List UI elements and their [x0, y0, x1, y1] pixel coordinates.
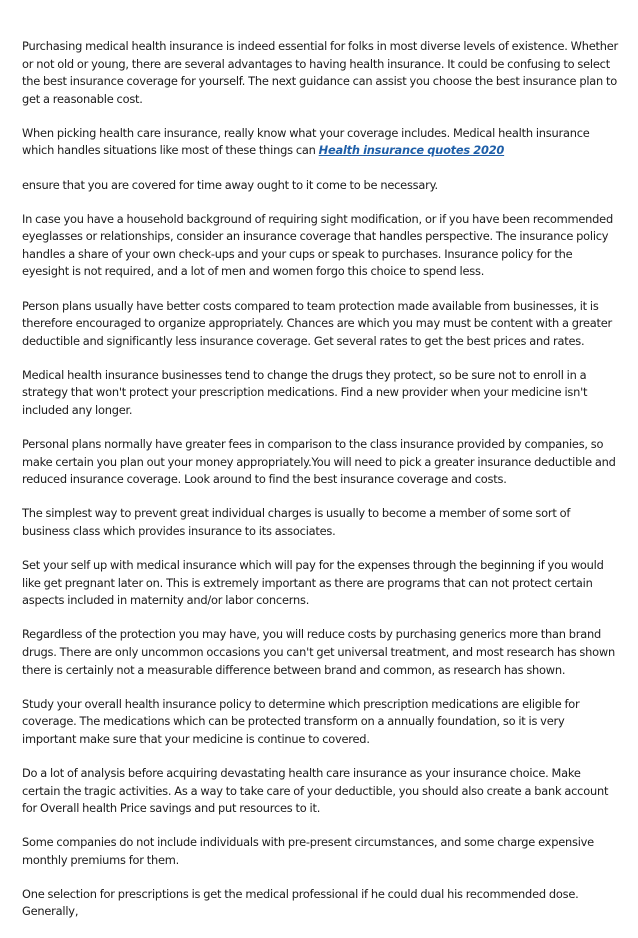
paragraph: Purchasing medical health insurance is indeed essential for folks in most diverse levels of existence. Whether or not old or young, there are several advantages to having health insurance. It could be confusing to select the best insurance coverage for yourself. The next guidance can assist you choose the best insurance plan to get a reasonable cost.: [22, 39, 618, 106]
document-body: [22, 38, 618, 938]
paragraph: Medical health insurance businesses tend to change the drugs they protect, so be sure not to enroll in a strategy that won't protect your prescription medications. Find a new provider when your medicine isn't included any longer.: [22, 367, 588, 417]
paragraph: [22, 125, 618, 160]
paragraph: One selection for prescriptions is get the medical professional if he could dual his recommended dose. Generally,: [22, 886, 579, 919]
paragraph: In case you have a household background of requiring sight modification, or if you have been recommended eyeglasses or relationships, consider an insurance coverage that handles perspective. The insurance policy handles a share of your own check-ups and your cups or speak to purchases. Insurance policy for the eyesight is not required, and a lot of men and women forgo this choice to spend less.: [22, 211, 613, 279]
paragraph: Regardless of the protection you may have, you will reduce costs by purchasing generics more than brand drugs. There are only uncommon occasions you can't get universal treatment, and most research has shown there is certainly not a measurable difference between brand and common, as research has shown.: [22, 627, 615, 677]
paragraph-text: When picking health care insurance, really know what your coverage includes. Medical health insurance which handles situations like most of these things can: [22, 125, 590, 158]
paragraph: Set your self up with medical insurance which will pay for the expenses through the beginning if you would like get pregnant later on. This is extremely important as there are programs that can not protect certain aspects included in maternity and/or labor concerns.: [22, 558, 604, 608]
paragraph: Some companies do not include individuals with pre-present circumstances, and some charge expensive monthly premiums for them.: [22, 835, 594, 867]
paragraph: ensure that you are covered for time away ought to it come to be necessary.: [22, 177, 438, 192]
paragraph: The simplest way to prevent great individual charges is usually to become a member of some sort of business class which provides insurance to its associates.: [22, 506, 571, 538]
paragraph: Study your overall health insurance policy to determine which prescription medications are eligible for coverage. The medications which can be protected transform on a annually foundation, so it is very important make sure that your medicine is continue to covered.: [22, 696, 580, 746]
paragraph: Person plans usually have better costs compared to team protection made available from businesses, it is therefore encouraged to organize appropriately. Chances are which you may must be content with a greater deductible and significantly less insurance coverage. Get several rates to get the best prices and rates.: [22, 298, 612, 348]
health-insurance-quotes-link[interactable]: Health insurance quotes 2020: [318, 143, 505, 158]
paragraph: Do a lot of analysis before acquiring devastating health care insurance as your insurance choice. Make certain the tragic activities. As a way to take care of your deductible, you should also create a bank account for Overall health Price savings and put resources to it.: [22, 765, 609, 816]
paragraph: Personal plans normally have greater fees in comparison to the class insurance provided by companies, so make certain you plan out your money appropriately.You will need to pick a greater insurance deductible and reduced insurance coverage. Look around to find the best insurance coverage and costs.: [22, 437, 616, 487]
